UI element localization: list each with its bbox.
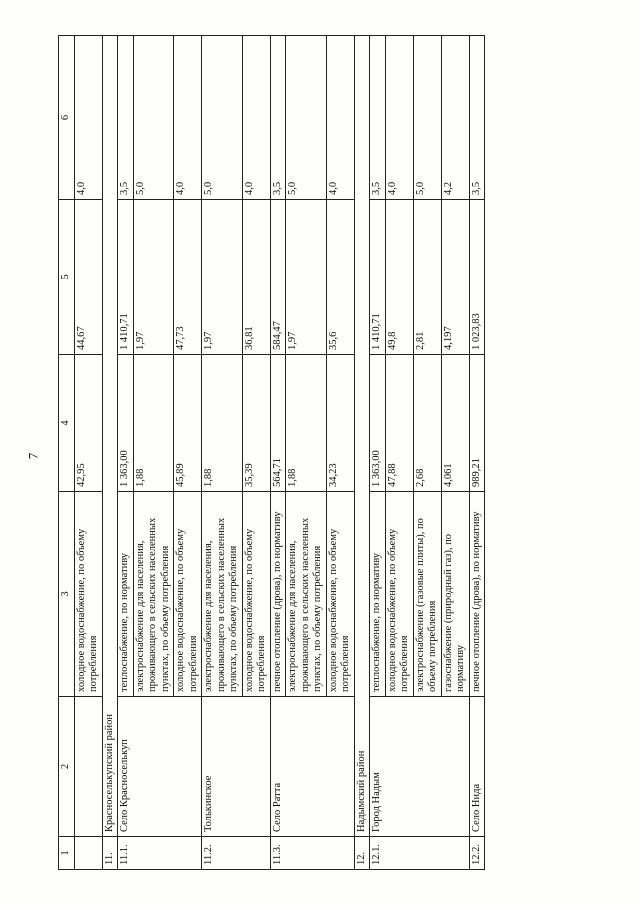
service-cell: холодное водоснабжение, по объему потребления	[326, 492, 354, 697]
value-cell: 35,39	[242, 355, 270, 492]
value-cell: 584,47	[270, 200, 286, 355]
region-row	[354, 36, 370, 870]
service-cell: электроснабжение для населения, проживающего в сельских населенных пунктах, по объему потребления	[133, 492, 174, 697]
place-name-cell: Город Надым	[370, 697, 470, 837]
value-cell: 3,5	[370, 36, 386, 200]
service-cell: теплоснабжение, по нормативу	[370, 492, 386, 697]
value-cell: 35,6	[326, 200, 354, 355]
place-name-cell	[74, 697, 102, 837]
value-cell: 1,97	[133, 200, 174, 355]
value-cell: 5,0	[133, 36, 174, 200]
service-cell: теплоснабжение, по нормативу	[118, 492, 134, 697]
value-cell: 3,5	[270, 36, 286, 200]
value-cell: 5,0	[413, 36, 441, 200]
value-cell: 34,23	[326, 355, 354, 492]
rotated-page	[58, 36, 628, 870]
service-cell: электроснабжение (газовые плиты), по объему потребления	[413, 492, 441, 697]
row-number-cell	[74, 837, 102, 870]
value-cell: 45,89	[174, 355, 202, 492]
value-cell: 4,0	[385, 36, 413, 200]
value-cell: 1,88	[286, 355, 327, 492]
value-cell: 36,81	[242, 200, 270, 355]
row-number-cell: 11.1.	[118, 837, 202, 870]
value-cell: 49,8	[385, 200, 413, 355]
table-row	[118, 36, 134, 870]
value-cell: 2,81	[413, 200, 441, 355]
col-header: 3	[59, 492, 75, 697]
col-header: 4	[59, 355, 75, 492]
place-name-cell: Село Ратта	[270, 697, 354, 837]
col-header: 5	[59, 200, 75, 355]
row-number-cell: 11.	[102, 837, 118, 870]
service-cell: печное отопление (дрова), по нормативу	[270, 492, 286, 697]
value-cell: 4,0	[326, 36, 354, 200]
value-cell: 47,73	[174, 200, 202, 355]
service-cell: печное отопление (дрова), по нормативу	[469, 492, 485, 697]
row-number-cell: 11.2.	[202, 837, 271, 870]
row-number-cell: 12.	[354, 837, 370, 870]
value-cell: 4,197	[441, 200, 469, 355]
value-cell: 5,0	[286, 36, 327, 200]
table-row	[370, 36, 386, 870]
value-cell: 1 363,00	[118, 355, 134, 492]
service-cell: холодное водоснабжение, по объему потребления	[385, 492, 413, 697]
tariff-table	[58, 35, 485, 870]
value-cell: 44,67	[74, 200, 102, 355]
value-cell: 4,0	[242, 36, 270, 200]
value-cell: 5,0	[202, 36, 243, 200]
service-cell: газоснабжение (природный газ), по нормативу	[441, 492, 469, 697]
value-cell: 1,88	[202, 355, 243, 492]
place-name-cell: Село Красноселькуп	[118, 697, 202, 837]
col-header: 2	[59, 697, 75, 837]
place-name-cell: Село Нида	[469, 697, 485, 837]
col-header: 1	[59, 837, 75, 870]
service-cell: электроснабжение для населения, проживающего в сельских населенных пунктах, по объему потребления	[286, 492, 327, 697]
value-cell: 47,88	[385, 355, 413, 492]
service-cell: электроснабжение для населения, проживающего в сельских населенных пунктах, по объему потребления	[202, 492, 243, 697]
region-name-cell: Красноселькупский район	[102, 36, 118, 837]
value-cell: 2,68	[413, 355, 441, 492]
col-header: 6	[59, 36, 75, 200]
table-row	[469, 36, 485, 870]
value-cell: 1 363,00	[370, 355, 386, 492]
table-row	[74, 36, 102, 870]
row-number-cell: 12.2.	[469, 837, 485, 870]
value-cell: 42,95	[74, 355, 102, 492]
value-cell: 4,2	[441, 36, 469, 200]
page-number: 7	[25, 452, 41, 460]
value-cell: 564,71	[270, 355, 286, 492]
place-name-cell: Толькинское	[202, 697, 271, 837]
value-cell: 3,5	[118, 36, 134, 200]
header-row	[59, 36, 75, 870]
value-cell: 989,21	[469, 355, 485, 492]
value-cell: 3,5	[469, 36, 485, 200]
service-cell: холодное водоснабжение, по объему потребления	[174, 492, 202, 697]
value-cell: 4,0	[74, 36, 102, 200]
value-cell: 1,97	[286, 200, 327, 355]
service-cell: холодное водоснабжение, по объему потребления	[242, 492, 270, 697]
region-row	[102, 36, 118, 870]
value-cell: 1,88	[133, 355, 174, 492]
value-cell: 1,97	[202, 200, 243, 355]
value-cell: 4,0	[174, 36, 202, 200]
row-number-cell: 12.1.	[370, 837, 470, 870]
value-cell: 1 410,71	[118, 200, 134, 355]
service-cell: холодное водоснабжение, по объему потребления	[74, 492, 102, 697]
value-cell: 4,061	[441, 355, 469, 492]
value-cell: 1 023,83	[469, 200, 485, 355]
value-cell: 1 410,71	[370, 200, 386, 355]
row-number-cell: 11.3.	[270, 837, 354, 870]
table-row	[202, 36, 243, 870]
region-name-cell: Надымский район	[354, 36, 370, 837]
table-row	[270, 36, 286, 870]
